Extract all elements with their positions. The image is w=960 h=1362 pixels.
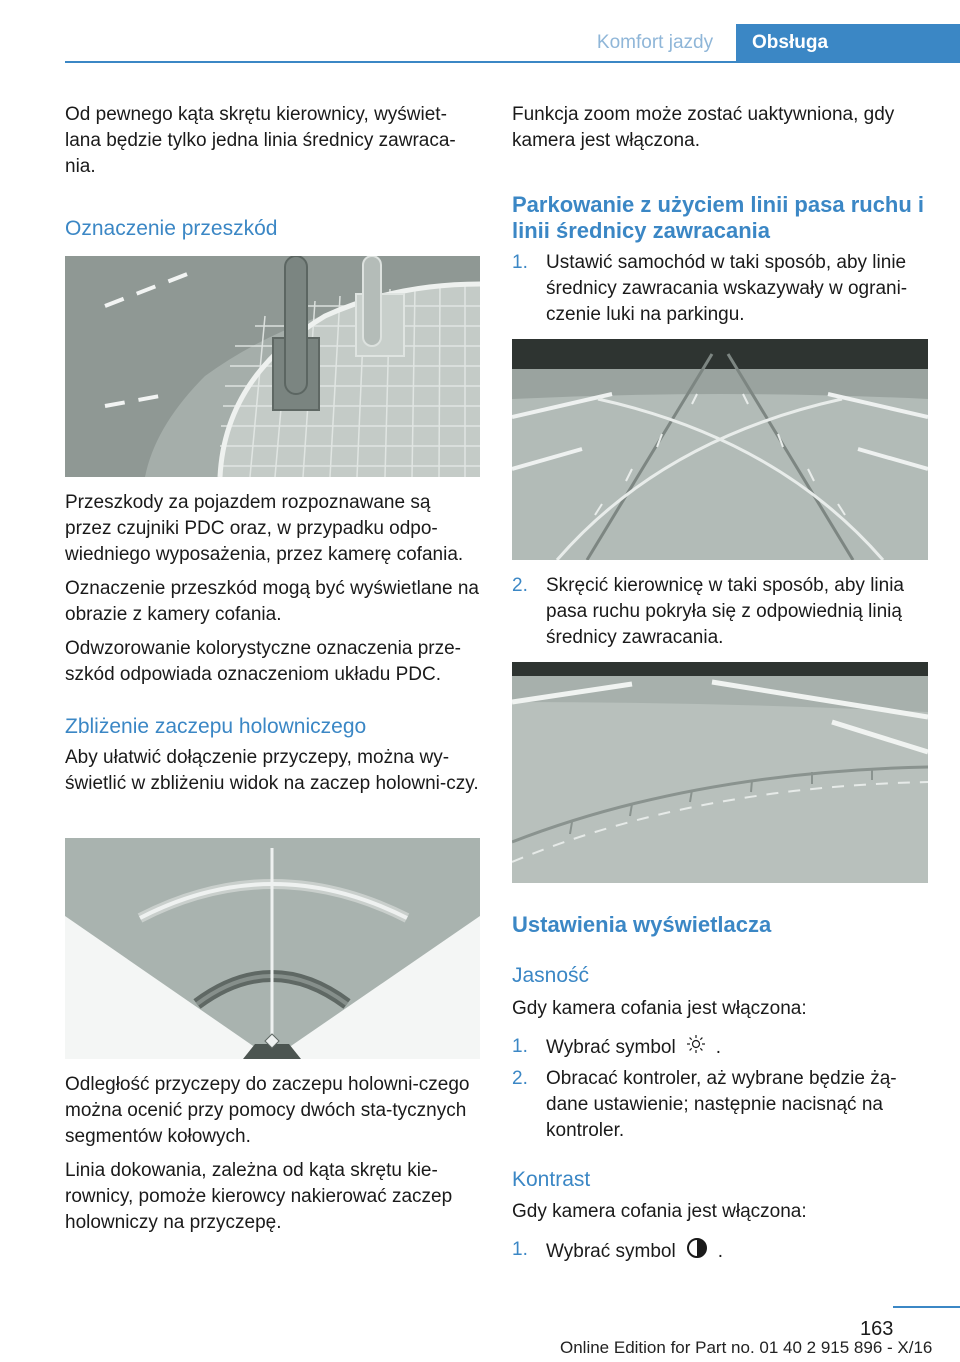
brightness-step-2 [512, 1066, 928, 1146]
obstacle-text [65, 490, 481, 688]
tab-obsluga[interactable]: Obsługa [736, 24, 960, 61]
contrast-step-1 [512, 1237, 928, 1265]
step-text-wrap [546, 1237, 928, 1267]
step-text-wrap [546, 1034, 928, 1062]
step-text: Wybrać symbol [546, 1037, 676, 1059]
footer-rule [893, 1306, 960, 1308]
obstacle-marking-image [65, 256, 480, 477]
contrast-paragraph: Gdy kamera cofania jest włączona: [512, 1201, 807, 1222]
step-text: Wybrać symbol [546, 1241, 676, 1263]
obstacle-paragraph-1: Przeszkody za pojazdem rozpoznawane są przez czujniki PDC oraz, w przypadku odpo-wiedniego wyposażenia, przez kamerę cofania. [65, 492, 464, 565]
contrast-intro [512, 1199, 928, 1225]
step-text: Obracać kontroler, aż wybrane będzie żą-dane ustawienie; następnie nacisnąć na kontroler. [546, 1068, 897, 1141]
step-text: Skręcić kierownicę w taki sposób, aby linia pasa ruchu pokryła się z odpowiednią linią średnicy zawracania. [546, 575, 904, 648]
turning-radius-lines-image [512, 339, 928, 560]
step-number: 2. [512, 575, 528, 596]
header-rule [65, 61, 960, 63]
left-column [65, 102, 481, 180]
distance-text [65, 1072, 481, 1236]
heading-contrast: Kontrast [512, 1168, 591, 1191]
heading-parking-lines: Parkowanie z użyciem linii pasa ruchu i linii średnicy zawracania [512, 192, 925, 243]
obstacle-paragraph-2: Oznaczenie przeszkód mogą być wyświetlane na obrazie z kamery cofania. [65, 578, 479, 625]
parking-step-1 [512, 250, 928, 330]
zoom-activation-text [512, 102, 928, 154]
hitch-zoom-paragraph: Aby ułatwić dołączenie przyczepy, można wy-świetlić w zbliżeniu widok na zaczep holowni-czy. [65, 747, 479, 794]
heading-obstacles: Oznaczenie przeszkód [65, 217, 278, 240]
obstacle-paragraph-3: Odwzorowanie kolorystyczne oznaczenia prze-szkód odpowiada oznaczeniom układu PDC. [65, 638, 462, 685]
brightness-step-1 [512, 1034, 928, 1062]
parking-step-2 [512, 573, 928, 653]
page-number: 163 [860, 1318, 894, 1340]
heading-brightness: Jasność [512, 964, 590, 987]
step-number: 1. [512, 1036, 528, 1057]
brightness-paragraph: Gdy kamera cofania jest włączona: [512, 998, 807, 1019]
step-number: 2. [512, 1068, 528, 1089]
step-number: 1. [512, 252, 528, 273]
step-text: Ustawić samochód w taki sposób, aby linie średnicy zawracania wskazywały w ograni-czenie luki na parkingu. [546, 252, 908, 325]
step-text-end: . [715, 1037, 721, 1059]
distance-paragraph-1: Odległość przyczepy do zaczepu holowni-czego można ocenić przy pomocy dwóch sta-tycznych segmentów kołowych. [65, 1074, 470, 1147]
heading-hitch-zoom: Zbliżenie zaczepu holowniczego [65, 715, 367, 738]
tab-komfort-jazdy[interactable]: Komfort jazdy [596, 32, 714, 53]
heading-display-settings: Ustawienia wyświetlacza [512, 912, 772, 937]
lane-line-alignment-image [512, 662, 928, 883]
step-text-end: . [717, 1241, 723, 1263]
intro-paragraph: Od pewnego kąta skrętu kierownicy, wyświet-lana będzie tylko jedna linia średnicy zawraca-nia. [65, 104, 456, 177]
brightness-intro [512, 996, 928, 1022]
edition-footer: Online Edition for Part no. 01 40 2 915 896 - X/16 [560, 1338, 933, 1357]
distance-paragraph-2: Linia dokowania, zależna od kąta skrętu kie-rownicy, pomoże kierowcy nakierować zaczep holowniczy na przyczepę. [65, 1160, 453, 1233]
step-number: 1. [512, 1239, 528, 1260]
sun-icon [686, 1034, 706, 1062]
zoom-activation-paragraph: Funkcja zoom może zostać uaktywniona, gdy kamera jest włączona. [512, 104, 895, 151]
half-circle-icon [686, 1237, 708, 1267]
hitch-zoom-text [65, 745, 481, 797]
hitch-zoom-image [65, 838, 480, 1059]
